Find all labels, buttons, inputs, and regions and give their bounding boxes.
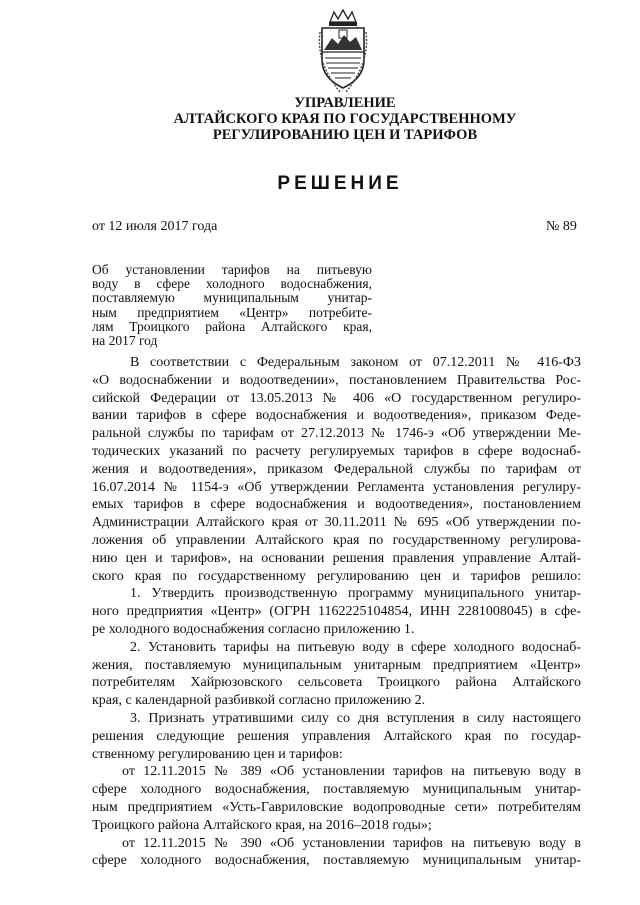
subject-line: воду в сфере холодного водоснабжения, [92, 276, 372, 292]
body-line: ре холодного водоснабжения согласно приложению 1. [92, 621, 415, 637]
body-line: вании тарифов в сфере водоснабжения и водоотведения», приказом Феде- [92, 408, 581, 424]
subject-line: поставляемую муниципальным унитар- [92, 290, 372, 306]
org-line: РЕГУЛИРОВАНИЮ ЦЕН И ТАРИФОВ [212, 127, 478, 143]
subject-line: на 2017 год [92, 333, 158, 349]
document-date: от 12 июля 2017 года [92, 219, 218, 234]
subject-line: ным предприятием «Центр» потребите- [92, 304, 372, 320]
body-line: сфере холодного водоснабжения, поставляемую муниципальным унитар- [92, 782, 581, 798]
body-line: Администрации Алтайского края от 30.11.2011 № 695 «Об утверждении по- [92, 515, 581, 531]
body-line: жения, поставляемую муниципальным унитарным предприятием «Центр» [92, 657, 581, 673]
body-line: ным предприятием «Усть-Гавриловские водопроводные сети» потребителям [92, 799, 581, 815]
document-number: № 89 [546, 219, 577, 234]
document-body [92, 354, 581, 870]
body-line: решения следующие решения управления Алтайского края по государ- [92, 728, 581, 744]
body-line: от 12.11.2015 № 390 «Об установлении тарифов на питьевую воду в [122, 835, 581, 851]
body-line: тодических указаний по расчету регулируемых тарифов в сфере водоснаб- [92, 443, 581, 459]
body-line: «О водоснабжении и водоотведении», постановлением Правительства Рос- [92, 372, 581, 388]
body-line: ложения об управлении Алтайского края по государственному регулирова- [92, 532, 581, 548]
body-line: Троицкого района Алтайского края, на 2016–2018 годы»; [92, 817, 432, 833]
subject-line: лям Троицкого района Алтайского края, [92, 318, 372, 334]
body-line: 2. Установить тарифы на питьевую воду в сфере холодного водоснаб- [130, 639, 581, 655]
body-line: края, с календарной разбивкой согласно приложению 2. [92, 693, 426, 709]
body-line: потребителям Хайрюзовского сельсовета Троицкого района Алтайского [92, 675, 581, 691]
body-line: ного предприятия «Центр» (ОГРН 1162225104854, ИНН 2281008045) в сфе- [92, 604, 581, 620]
body-line: ского края по государственному регулированию цен и тарифов решило: [92, 568, 581, 584]
body-line: емых тарифов в сфере водоснабжения и водоотведения», постановлением [92, 497, 581, 513]
organization-name [130, 95, 560, 143]
body-line: нию цен и тарифов», на основании решения правления управление Алтай- [92, 550, 581, 566]
body-line: сфере холодного водоснабжения, поставляемую муниципальным унитар- [92, 853, 581, 869]
body-line: 16.07.2014 № 1154-э «Об утверждении Регламента установления регулиру- [92, 479, 581, 495]
body-line: ственному регулированию цен и тарифов: [92, 746, 343, 762]
body-line: 3. Признать утратившими силу со дня вступления в силу настоящего [130, 710, 581, 726]
org-line: УПРАВЛЕНИЕ [294, 95, 396, 111]
org-line: АЛТАЙСКОГО КРАЯ ПО ГОСУДАРСТВЕННОМУ [173, 111, 517, 127]
document-type-title: РЕШЕНИЕ [277, 173, 403, 194]
body-line: В соответствии с Федеральным законом от 07.12.2011 № 416-ФЗ [130, 355, 581, 370]
body-line: 1. Утвердить производственную программу муниципального унитар- [130, 586, 581, 602]
body-line: жения и водоотведения», приказом Федеральной службы по тарифам от [92, 461, 581, 477]
document-subject [92, 263, 372, 348]
body-line: сийской Федерации от 13.05.2013 № 406 «О государственном регулиро- [92, 390, 581, 406]
coat-of-arms-icon [316, 8, 370, 94]
subject-line: Об установлении тарифов на питьевую [92, 262, 372, 277]
body-line: от 12.11.2015 № 389 «Об установлении тарифов на питьевую воду в [122, 764, 581, 780]
body-line: ральной службы по тарифам от 27.12.2013 № 1746-э «Об утверждении Ме- [92, 426, 581, 442]
